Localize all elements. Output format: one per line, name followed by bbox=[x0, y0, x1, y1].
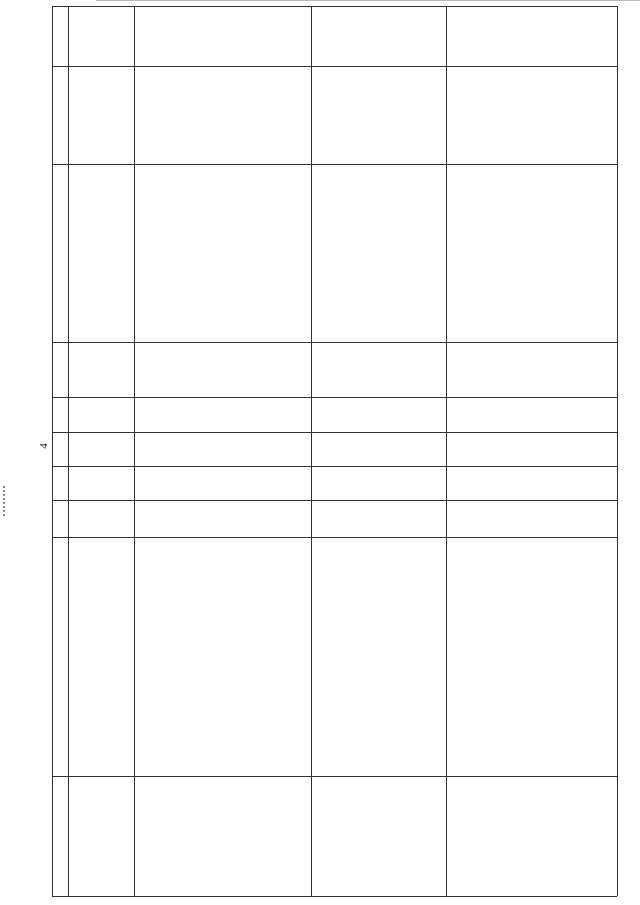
page-number-text: 4 bbox=[38, 443, 50, 449]
page-number bbox=[38, 436, 50, 456]
scan-edge bbox=[96, 0, 640, 1]
criteria-table bbox=[52, 6, 617, 896]
binding-marks bbox=[3, 486, 7, 516]
